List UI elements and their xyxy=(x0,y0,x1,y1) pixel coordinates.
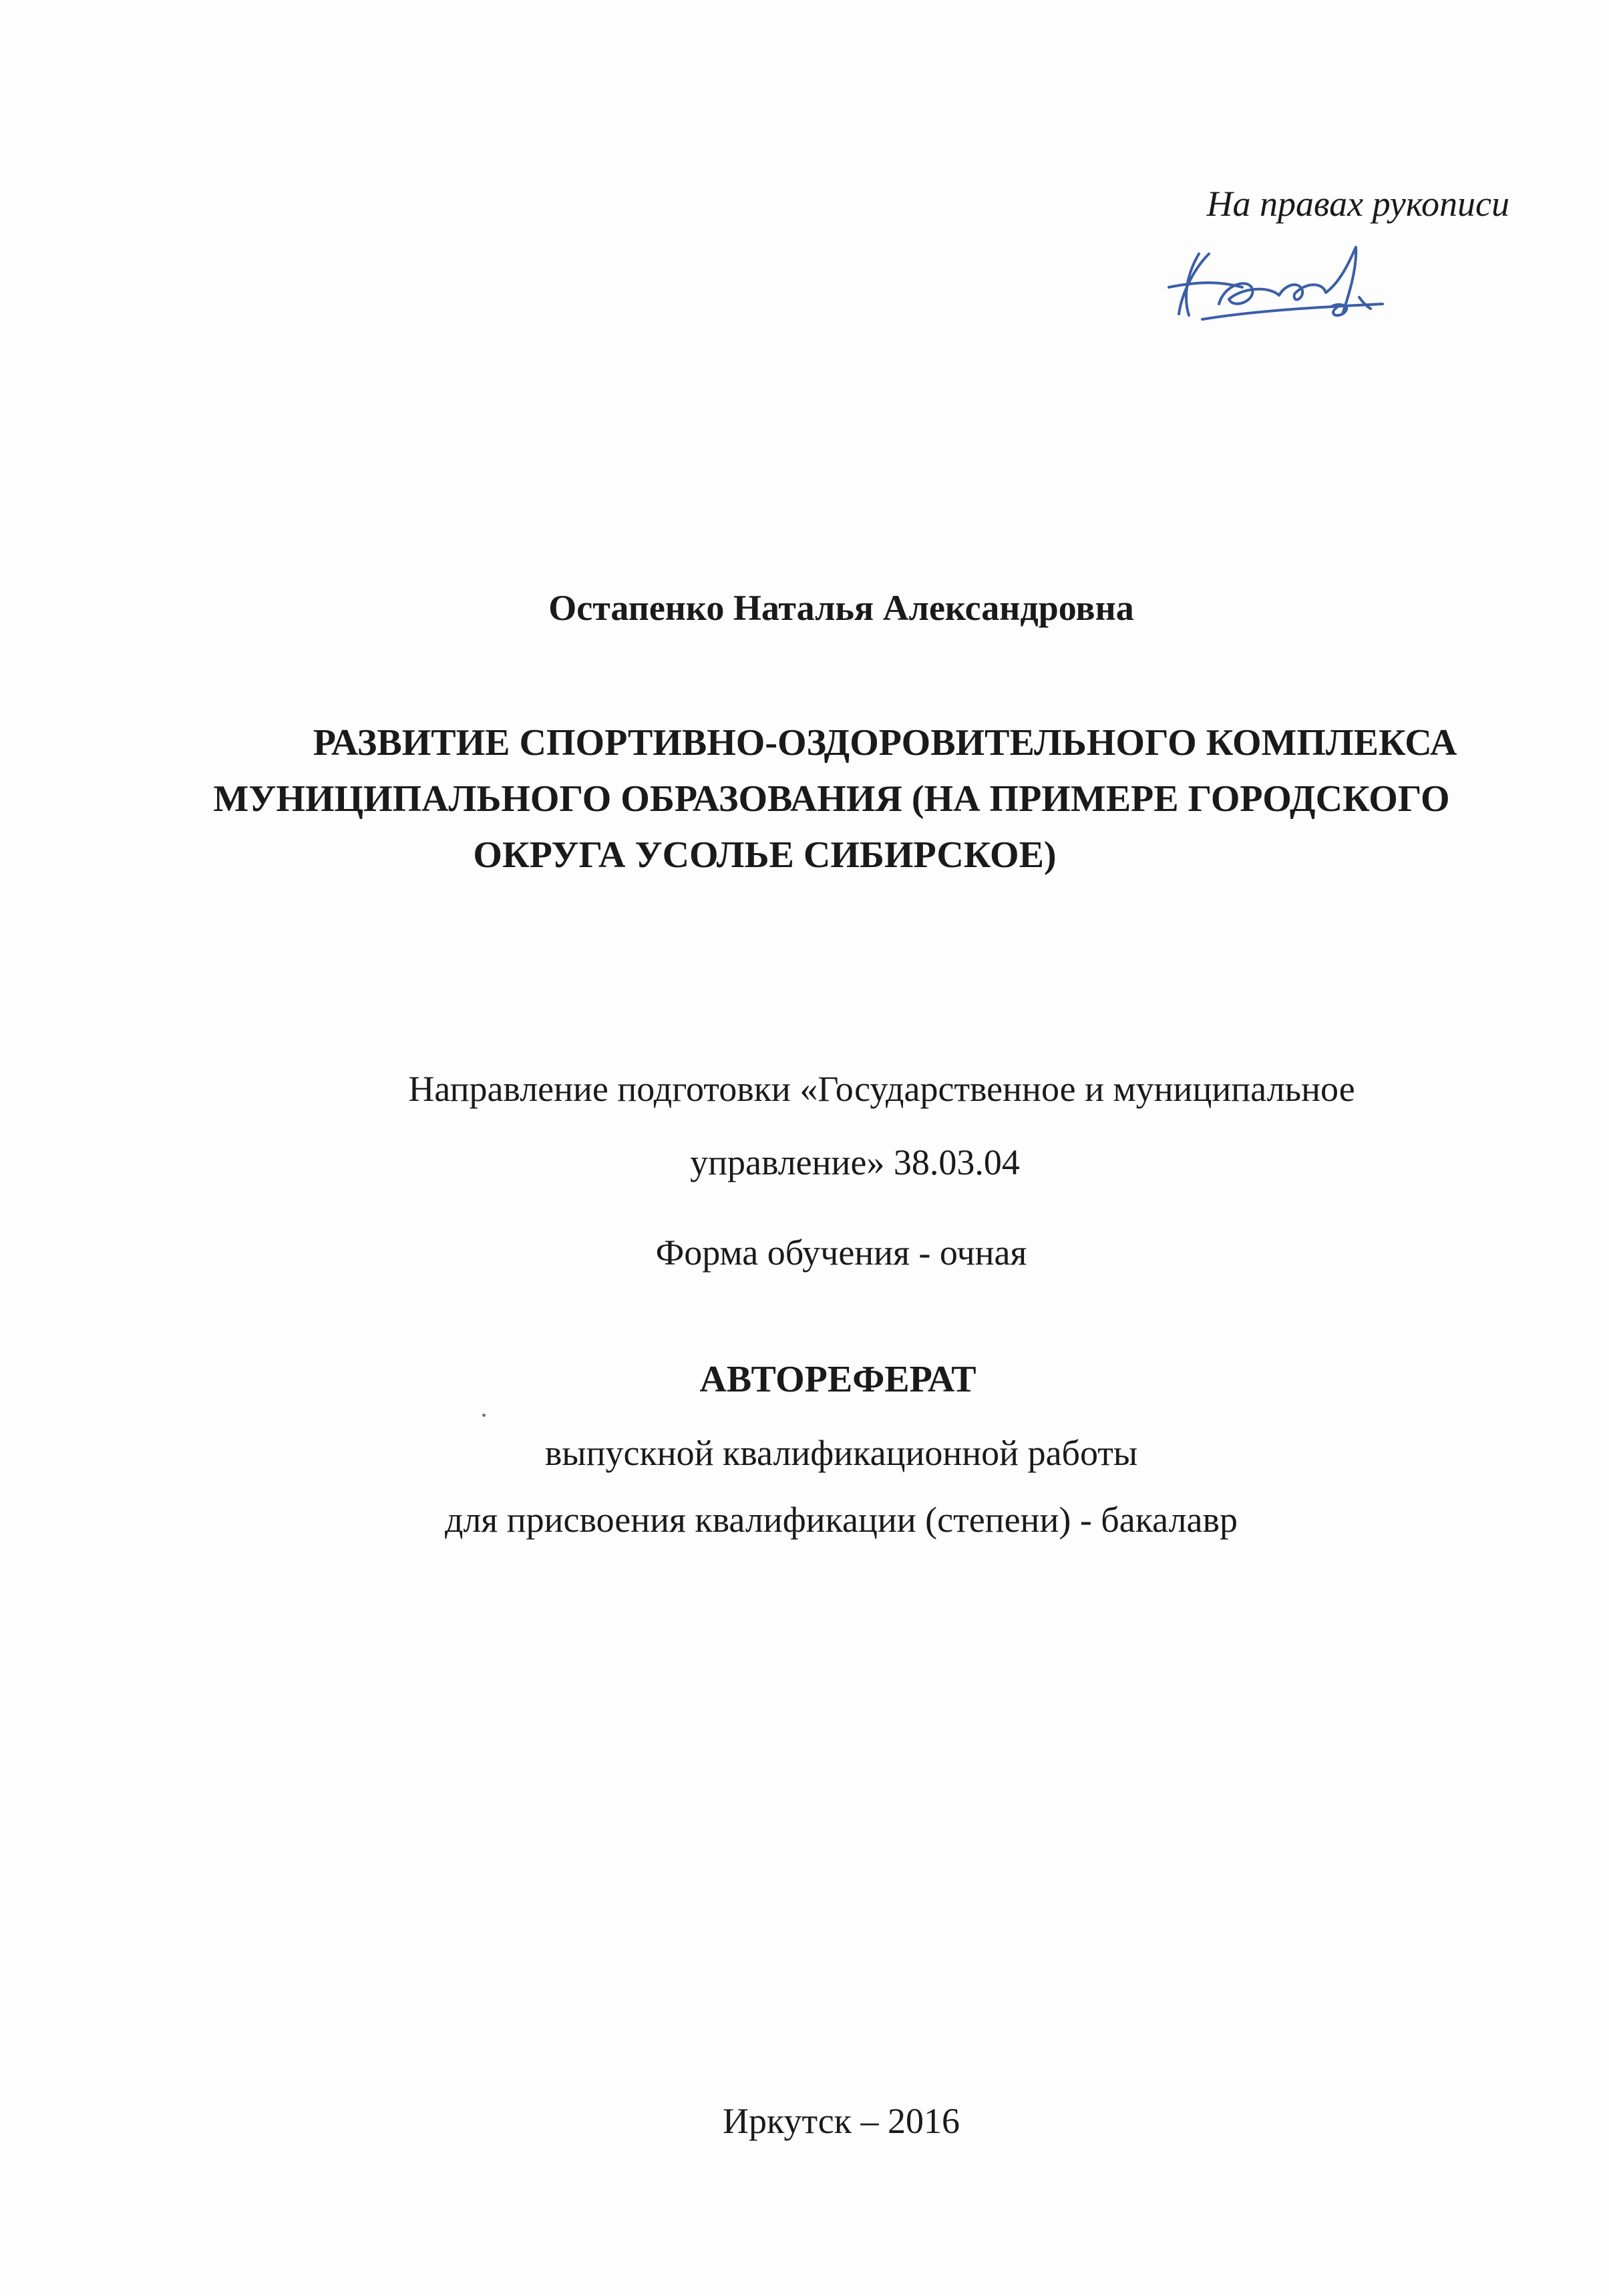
study-direction-line: управление» 38.03.04 xyxy=(690,1142,1020,1182)
place-and-year: Иркутск – 2016 xyxy=(723,2101,960,2141)
thesis-title-line: ОКРУГА УСОЛЬЕ СИБИРСКОЕ) xyxy=(473,834,1057,876)
manuscript-note: На правах рукописи xyxy=(1206,184,1509,224)
scan-speck xyxy=(482,1414,486,1417)
handwritten-signature xyxy=(1162,240,1409,334)
study-direction xyxy=(200,1052,1469,1199)
work-description: выпускной квалификационной работы xyxy=(544,1433,1138,1473)
qualification-line: для присвоения квалификации (степени) - бакалавр xyxy=(444,1500,1238,1540)
thesis-title xyxy=(160,715,1503,883)
study-form: Форма обучения - очная xyxy=(655,1233,1027,1273)
thesis-title-line: МУНИЦИПАЛЬНОГО ОБРАЗОВАНИЯ (НА ПРИМЕРЕ ГОРОДСКОГО xyxy=(213,778,1450,820)
author-name: Остапенко Наталья Александровна xyxy=(548,588,1134,628)
study-direction-line: Направление подготовки «Государственное и муниципальное xyxy=(408,1069,1355,1109)
thesis-title-line: РАЗВИТИЕ СПОРТИВНО-ОЗДОРОВИТЕЛЬНОГО КОМПЛЕКСА xyxy=(313,722,1457,764)
document-type: АВТОРЕФЕРАТ xyxy=(699,1359,976,1400)
